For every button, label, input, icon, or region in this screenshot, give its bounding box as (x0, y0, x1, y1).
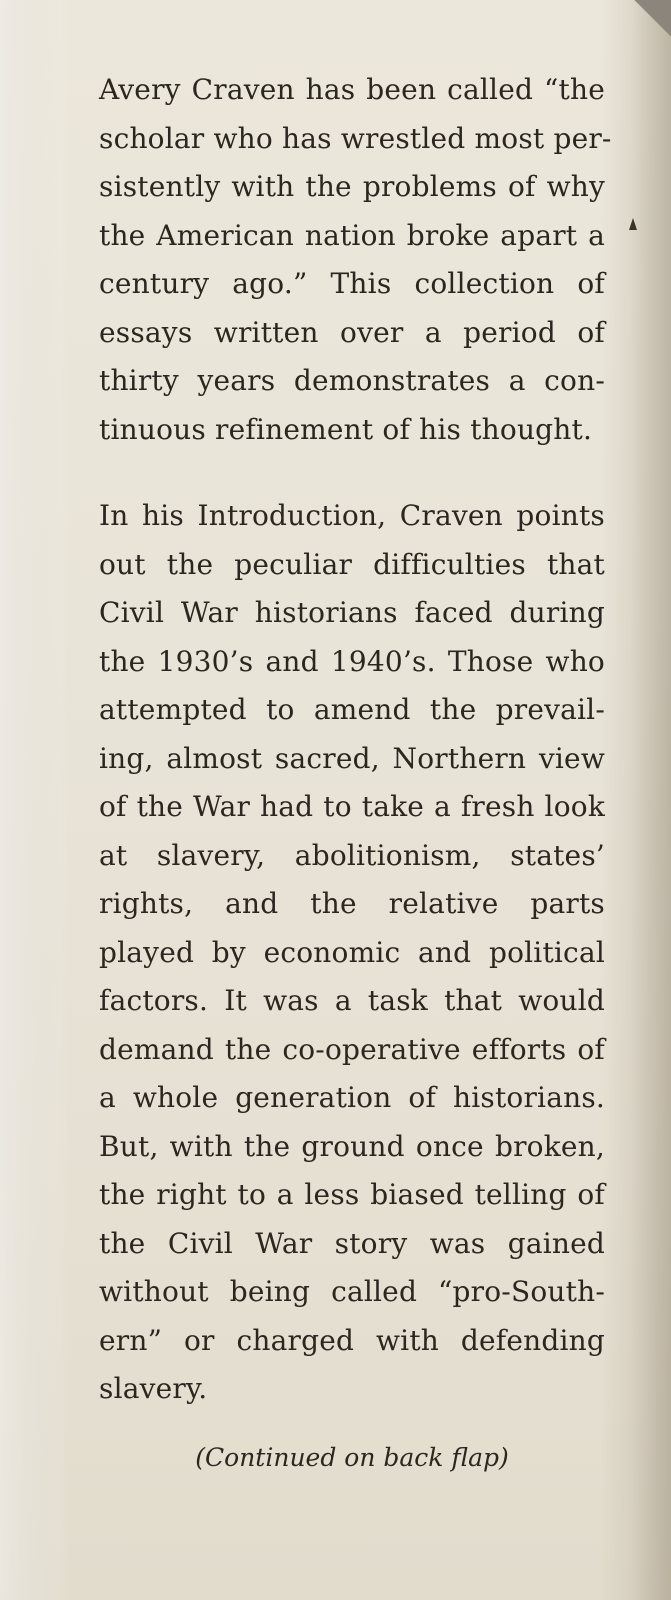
edge-mark (629, 218, 637, 230)
text-line: of the War had to take a fresh look (99, 790, 605, 823)
flap-paragraph-1 (99, 66, 612, 454)
text-line: thirty years demonstrates a con- (99, 364, 605, 397)
text-line: attempted to amend the prevail- (99, 693, 605, 726)
flap-paragraph-2 (99, 492, 605, 1414)
corner-fold (611, 0, 671, 60)
flap-edge-shadow (631, 0, 671, 1600)
text-line: ern” or charged with defending (99, 1323, 605, 1357)
text-line: out the peculiar difficulties that (99, 547, 605, 581)
text-line: slavery. (99, 1372, 208, 1405)
text-line: century ago.” This collection of (99, 267, 605, 300)
text-line: tinuous refinement of his thought. (99, 412, 593, 446)
text-line: Avery Craven has been called “the (99, 73, 605, 106)
plastic-sheen (0, 0, 70, 1600)
text-line: the right to a less biased telling of (99, 1178, 605, 1211)
text-line: rights, and the relative parts (99, 887, 605, 920)
text-line: essays written over a period of (99, 315, 605, 349)
text-line: But, with the ground once broken, (99, 1129, 605, 1163)
text-line: scholar who has wrestled most per- (99, 121, 612, 155)
text-line: a whole generation of historians. (99, 1081, 605, 1114)
text-line: the American nation broke apart a (99, 218, 605, 252)
text-line: demand the co-operative efforts of (99, 1032, 605, 1066)
text-line: factors. It was a task that would (99, 984, 605, 1017)
text-line: sistently with the problems of why (99, 170, 605, 203)
text-line: played by economic and political (99, 935, 605, 969)
text-line: the Civil War story was gained (99, 1226, 605, 1260)
text-line: at slavery, abolitionism, states’ (99, 838, 605, 872)
text-line: the 1930’s and 1940’s. Those who (99, 644, 605, 678)
text-line: without being called “pro-South- (99, 1275, 605, 1308)
text-line: In his Introduction, Craven points (99, 499, 605, 532)
continued-note: (Continued on back flap) (195, 1443, 509, 1472)
text-line: ing, almost sacred, Northern view (99, 741, 605, 775)
text-line: Civil War historians faced during (99, 596, 605, 629)
